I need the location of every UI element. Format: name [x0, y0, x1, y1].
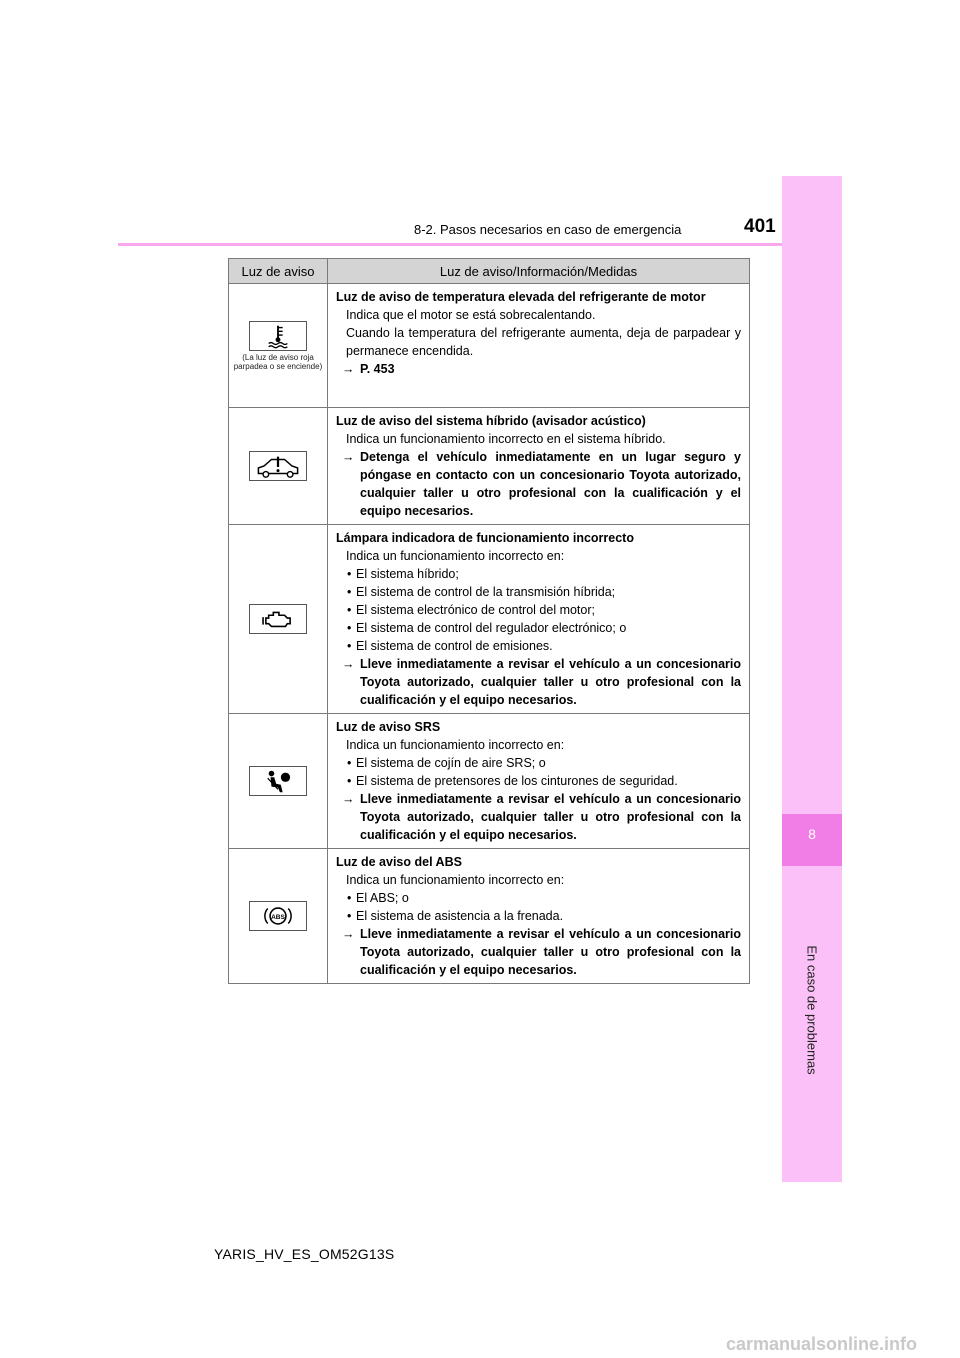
section-title: 8-2. Pasos necesarios en caso de emergencia: [414, 222, 682, 237]
row-title: Luz de aviso de temperatura elevada del refrigerante de motor: [336, 290, 706, 304]
row-action: → Lleve inmediatamente a revisar el vehículo a un concesionario Toyota autorizado, cualquier taller u otro profesional con la cualificación y el equipo necesarios.: [336, 655, 741, 709]
row-title: Lámpara indicadora de funcionamiento incorrecto: [336, 531, 634, 545]
row-title: Luz de aviso SRS: [336, 720, 441, 734]
document-code: YARIS_HV_ES_OM52G13S: [214, 1246, 395, 1262]
page-number: 401: [744, 216, 776, 237]
row-text: Indica un funcionamiento incorrecto en el sistema híbrido.: [346, 432, 666, 446]
list-item: • El sistema de pretensores de los cinturones de seguridad.: [336, 772, 741, 790]
list-item: • El sistema electrónico de control del motor;: [336, 601, 741, 619]
row-action: → Lleve inmediatamente a revisar el vehículo a un concesionario Toyota autorizado, cualquier taller u otro profesional con la cualificación y el equipo necesarios.: [336, 925, 741, 979]
table-row: [229, 408, 750, 525]
description-cell: [328, 714, 750, 849]
list-item: • El ABS; o: [336, 889, 741, 907]
airbag-srs-icon: [249, 766, 307, 796]
list-item: • El sistema de control de la transmisión híbrida;: [336, 583, 741, 601]
icon-cell: [229, 849, 328, 984]
column-header-info: Luz de aviso/Información/Medidas: [328, 259, 750, 284]
list-item: • El sistema de asistencia a la frenada.: [336, 907, 741, 925]
list-item: • El sistema de control del regulador electrónico; o: [336, 619, 741, 637]
icon-cell: [229, 408, 328, 525]
description-cell: [328, 849, 750, 984]
icon-note: (La luz de aviso roja parpadea o se enciende): [233, 352, 323, 371]
abs-icon: [249, 901, 307, 931]
description-cell: [328, 525, 750, 714]
row-title: Luz de aviso del ABS: [336, 855, 462, 869]
table-row: [229, 525, 750, 714]
watermark: carmanualsonline.info: [726, 1334, 918, 1354]
row-text: Indica que el motor se está sobrecalentando.: [346, 308, 596, 322]
table-header-row: [229, 259, 750, 284]
row-text: Indica un funcionamiento incorrecto en:: [346, 549, 565, 563]
column-header-warning-light: Luz de aviso: [229, 259, 328, 284]
row-text: Cuando la temperatura del refrigerante aumenta, deja de parpadear y permanece encendida.: [346, 326, 741, 358]
row-text: Indica un funcionamiento incorrecto en:: [346, 873, 565, 887]
chapter-number: 8: [808, 826, 816, 842]
chapter-title: En caso de problemas: [804, 945, 820, 1075]
warning-lights-table: [228, 258, 750, 984]
row-action: → Detenga el vehículo inmediatamente en un lugar seguro y póngase en contacto con un concesionario Toyota autorizado, cualquier taller u otro profesional con la cualificación y el equipo necesarios.: [336, 448, 741, 520]
table-row: [229, 714, 750, 849]
icon-cell: [229, 714, 328, 849]
abs-icon-label: ABS: [271, 913, 285, 921]
description-cell: [328, 284, 750, 408]
coolant-temperature-icon: [249, 321, 307, 351]
icon-cell: [229, 525, 328, 714]
row-action: → P. 453: [336, 360, 741, 378]
row-text: Indica un funcionamiento incorrecto en:: [346, 738, 565, 752]
header-rule: [118, 243, 840, 246]
table-row: [229, 849, 750, 984]
row-title: Luz de aviso del sistema híbrido (avisador acústico): [336, 414, 646, 428]
table-row: [229, 284, 750, 408]
list-item: • El sistema de control de emisiones.: [336, 637, 741, 655]
check-engine-icon: [249, 604, 307, 634]
list-item: • El sistema de cojín de aire SRS; o: [336, 754, 741, 772]
description-cell: [328, 408, 750, 525]
list-item: • El sistema híbrido;: [336, 565, 741, 583]
row-action: → Lleve inmediatamente a revisar el vehículo a un concesionario Toyota autorizado, cualquier taller u otro profesional con la cualificación y el equipo necesarios.: [336, 790, 741, 844]
hybrid-system-warning-icon: [249, 451, 307, 481]
icon-cell: [229, 284, 328, 408]
